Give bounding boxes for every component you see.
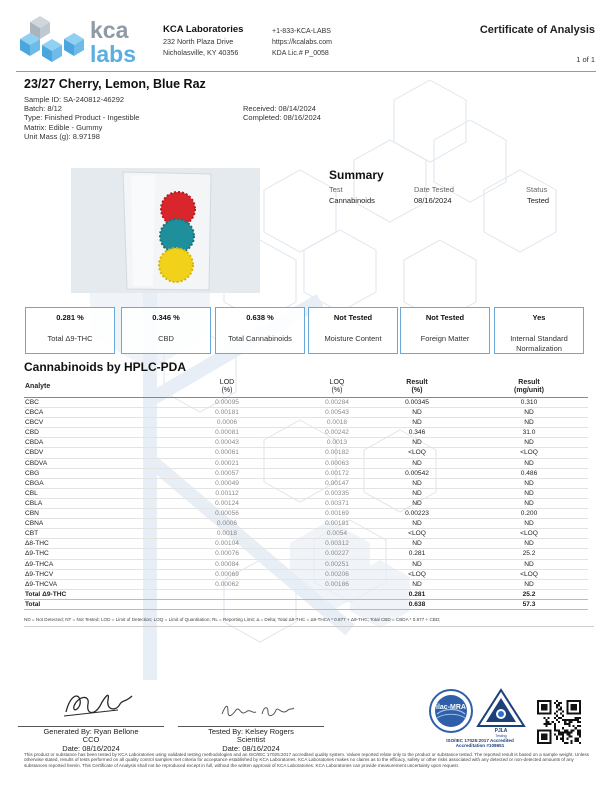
sample-unit-mass: Unit Mass (g): 8.97198 <box>24 131 100 141</box>
cell-result-mg: ND <box>524 499 534 507</box>
cell-loq: 0.0018 <box>326 419 348 427</box>
lab-address-2: Nicholasville, KY 40356 <box>163 48 239 57</box>
signer-name: Tested By: Kelsey Rogers <box>208 727 294 736</box>
cell-loq: 0.00063 <box>325 459 349 467</box>
sample-matrix: Matrix: Edible - Gummy <box>24 122 103 132</box>
cell-analyte: Total <box>25 600 41 608</box>
table-row <box>24 398 588 408</box>
header-loq: LOQ (%) <box>329 379 345 394</box>
summary-col-test: Test <box>329 185 343 194</box>
svg-text:PJLA: PJLA <box>494 728 508 734</box>
cell-result-pct: ND <box>412 459 422 467</box>
cell-result-mg: 0.200 <box>520 510 538 518</box>
cell-loq: 0.0013 <box>326 439 348 447</box>
cell-result-mg: ND <box>524 479 534 487</box>
cannabinoids-title: Cannabinoids by HPLC-PDA <box>24 360 187 374</box>
table-row <box>24 418 588 428</box>
lab-address-1: 232 North Plaza Drive <box>163 37 234 46</box>
cell-result-mg: ND <box>524 459 534 467</box>
table-row <box>24 519 588 529</box>
cell-result-mg: <LOQ <box>520 449 538 457</box>
cell-result-mg: 25.2 <box>522 550 536 558</box>
table-footnote: ND = Not Detected; NT = Not Tested; LOD = Limit of Detection; LOQ = Limit of Quantitation; RL = Reporting Limit; Δ = Delta; Total Δ9-THC = Δ9-THCA * 0.877 + Δ9-THC; Total CBD = CBDA * 0.877 + CBD; <box>24 617 441 622</box>
completed-date: Completed: 08/16/2024 <box>243 113 321 123</box>
cell-result-pct: <LOQ <box>408 570 426 578</box>
stat-label: Foreign Matter <box>420 334 470 343</box>
table-row <box>24 469 588 479</box>
cell-lod: 0.00076 <box>215 550 239 558</box>
cell-lod: 0.00104 <box>215 540 239 548</box>
table-row <box>24 529 588 539</box>
table-header <box>24 378 588 398</box>
signed-date: Date: 08/16/2024 <box>62 743 120 753</box>
cell-lod: 0.00084 <box>215 560 239 568</box>
stat-cbd <box>121 307 211 354</box>
signature-block-tested <box>178 728 324 753</box>
cell-analyte: CBT <box>25 530 39 538</box>
cell-result-mg: <LOQ <box>520 530 538 538</box>
stat-label: Internal Standard Normalization <box>510 334 568 353</box>
cell-analyte: CBGA <box>25 479 44 487</box>
cell-analyte: CBDV <box>25 449 44 457</box>
table-row <box>24 580 588 590</box>
stat-label: Total Δ9-THC <box>47 334 93 343</box>
cell-loq: 0.00543 <box>325 409 349 417</box>
cell-result-mg: ND <box>524 520 534 528</box>
footnote-divider <box>24 626 594 627</box>
cell-result-mg: <LOQ <box>520 570 538 578</box>
table-row <box>24 499 588 509</box>
cell-analyte: CBDA <box>25 439 44 447</box>
cell-loq: 0.00172 <box>325 469 349 477</box>
cell-result-mg: 25.2 <box>522 590 536 598</box>
table-row <box>24 489 588 499</box>
table-row <box>24 549 588 559</box>
sample-id: Sample ID: SA-240812-46292 <box>24 95 125 104</box>
stat-value: 0.346 % <box>152 313 180 322</box>
cell-loq: 0.00251 <box>325 560 349 568</box>
summary-date: 08/16/2024 <box>414 196 452 205</box>
summary-status: Tested <box>527 196 550 205</box>
cell-lod: 0.00056 <box>215 510 239 518</box>
table-row <box>24 570 588 580</box>
cell-lod: 0.00095 <box>215 399 239 406</box>
product-name: 23/27 Cherry, Lemon, Blue Raz <box>24 77 206 91</box>
stat-label: Moisture Content <box>324 334 382 343</box>
svg-text:ilac-MRA: ilac-MRA <box>436 704 466 711</box>
cell-loq: 0.00312 <box>325 540 349 548</box>
lab-name: KCA Laboratories <box>163 24 244 35</box>
stat-total-d9-thc <box>25 307 115 354</box>
summary-title: Summary <box>329 168 384 182</box>
cell-lod: 0.00081 <box>215 429 239 437</box>
cell-analyte: Δ9-THCA <box>25 560 54 568</box>
legal-disclaimer: This product or substance has been tested by KCA Laboratories using validated testing methodologies and an ISO/IEC 17025:2017 accredited quality system. Values reported relate only to the product or substance tested. The reported result is based on a sample weight. Unless otherwise stated, results of tests performed on all quality control samples met criteria for acceptance established by KCA Laboratories. KCA Laboratories makes no claims as to the efficacy, safety or other risks associated with any detected or non-detected amounts of any substances reported herein. This Certificate of Analysis shall not be reproduced except in full, without the written approval of KCA Laboratories. KCA Laboratories can provide measurement uncertainty upon request. <box>24 752 589 768</box>
table-row <box>24 539 588 549</box>
cell-result-mg: 31.0 <box>522 429 536 437</box>
table-row <box>24 509 588 519</box>
header-divider <box>16 71 596 72</box>
sample-dates <box>243 104 321 122</box>
cell-loq: 0.00147 <box>325 479 349 487</box>
cell-loq: 0.00169 <box>325 510 349 518</box>
cell-result-pct: <LOQ <box>408 449 426 457</box>
cell-loq: 0.00227 <box>325 550 349 558</box>
cell-lod: 0.00061 <box>215 449 239 457</box>
signer-name: Generated By: Ryan Bellone <box>43 727 139 736</box>
cell-result-pct: ND <box>412 479 422 487</box>
summary-col-status: Status <box>526 185 548 194</box>
cell-result-pct: ND <box>412 580 422 588</box>
cell-result-mg: 0.486 <box>520 469 538 477</box>
signature-ryan-bellone <box>60 686 140 722</box>
table-total-row <box>24 600 588 610</box>
table-row <box>24 428 588 438</box>
stat-label: CBD <box>158 334 174 343</box>
sample-type: Type: Finished Product - Ingestible <box>24 113 140 123</box>
cell-result-pct: ND <box>412 409 422 417</box>
cell-lod: 0.00181 <box>215 409 239 417</box>
pjla-logo <box>476 688 526 738</box>
cell-loq: 0.00335 <box>325 489 349 497</box>
svg-text:kca: kca <box>90 17 129 43</box>
cell-analyte: CBCA <box>25 409 44 417</box>
cell-analyte: CBCV <box>25 419 44 427</box>
stat-value: Yes <box>532 313 546 322</box>
document-title: Certificate of Analysis <box>479 24 595 36</box>
cell-analyte: CBN <box>25 510 39 518</box>
cell-analyte: CBC <box>25 399 39 406</box>
sample-batch: Batch: 8/12 <box>24 104 62 114</box>
cell-result-pct: 0.00542 <box>405 469 429 477</box>
cell-analyte: Δ9-THCVA <box>25 580 58 588</box>
cell-result-mg: ND <box>524 580 534 588</box>
cell-result-mg: ND <box>524 419 534 427</box>
cell-analyte: CBNA <box>25 520 44 528</box>
page-number: 1 of 1 <box>576 55 595 64</box>
stat-moisture-content <box>308 307 398 354</box>
cell-analyte: Total Δ9-THC <box>25 590 67 598</box>
sample-details <box>24 95 139 141</box>
kca-labs-logo <box>16 12 156 68</box>
received-date: Received: 08/14/2024 <box>243 104 316 113</box>
header-result-mg: Result (mg/unit) <box>514 379 544 394</box>
table-row <box>24 438 588 448</box>
cell-result-pct: ND <box>412 419 422 427</box>
stat-value: Not Tested <box>333 313 373 322</box>
cell-lod: 0.0006 <box>216 419 238 427</box>
cell-analyte: CBL <box>25 489 38 497</box>
cell-analyte: Δ9-THCV <box>25 570 54 578</box>
cell-lod: 0.00021 <box>215 459 239 467</box>
cell-result-mg: 0.310 <box>520 399 538 406</box>
cell-result-pct: 0.281 <box>408 590 426 598</box>
cell-lod: 0.00124 <box>215 499 239 507</box>
cell-lod: 0.00112 <box>215 489 239 497</box>
cell-lod: 0.00043 <box>215 439 239 447</box>
signature-block-generated <box>18 728 164 753</box>
table-body <box>24 398 588 610</box>
cell-loq: 0.00284 <box>325 399 349 406</box>
cell-analyte: CBD <box>25 429 39 437</box>
cell-lod: 0.00069 <box>215 570 239 578</box>
table-total-row <box>24 590 588 600</box>
cell-result-pct: ND <box>412 560 422 568</box>
stat-value: 0.281 % <box>56 313 84 322</box>
cell-result-mg: ND <box>524 439 534 447</box>
lab-license: KDA Lic.# P_0058 <box>272 50 329 57</box>
cell-loq: 0.00371 <box>325 499 349 507</box>
cell-result-pct: ND <box>412 540 422 548</box>
cell-result-mg: 57.3 <box>522 600 536 608</box>
cell-result-pct: 0.346 <box>408 429 426 437</box>
cell-result-pct: ND <box>412 439 422 447</box>
signed-date: Date: 08/16/2024 <box>222 743 280 753</box>
lab-website-link[interactable]: https://kcalabs.com <box>272 39 332 46</box>
signer-title: Scientist <box>236 735 266 745</box>
cell-result-pct: <LOQ <box>408 530 426 538</box>
cell-result-pct: 0.00345 <box>405 399 429 406</box>
svg-text:labs: labs <box>90 41 137 67</box>
cell-loq: 0.00186 <box>325 580 349 588</box>
signer-title: CCO <box>82 735 100 745</box>
cell-loq: 0.00181 <box>325 520 349 528</box>
cell-result-mg: ND <box>524 540 534 548</box>
product-photo <box>71 168 260 293</box>
stat-internal-standard <box>494 307 584 354</box>
ilac-mra-logo <box>428 688 474 734</box>
cell-analyte: CBG <box>25 469 40 477</box>
cell-result-pct: 0.00223 <box>405 510 429 518</box>
stat-foreign-matter <box>400 307 490 354</box>
cell-loq: 0.00182 <box>325 449 349 457</box>
cell-result-pct: ND <box>412 489 422 497</box>
cell-analyte: Δ8-THC <box>25 540 49 548</box>
lab-phone[interactable]: +1-833-KCA-LABS <box>272 28 331 35</box>
table-row <box>24 560 588 570</box>
signature-kelsey-rogers <box>218 698 298 724</box>
cell-lod: 0.0018 <box>216 530 238 538</box>
cell-lod: 0.0006 <box>216 520 238 528</box>
stat-value: 0.638 % <box>246 313 274 322</box>
iso-accreditation-text: ISO/IEC 17025:2017 Accredited Accreditation #108651 <box>446 738 514 749</box>
cell-lod: 0.00062 <box>215 580 239 588</box>
cell-result-mg: ND <box>524 560 534 568</box>
cell-loq: 0.00242 <box>325 429 349 437</box>
stat-label: Total Cannabinoids <box>228 334 292 343</box>
summary-col-date: Date Tested <box>414 185 454 194</box>
lab-info <box>163 24 273 58</box>
svg-text:Testing: Testing <box>495 734 507 738</box>
qr-code[interactable] <box>537 700 581 744</box>
cell-result-mg: ND <box>524 409 534 417</box>
cell-result-pct: 0.281 <box>408 550 426 558</box>
cell-lod: 0.00049 <box>215 479 239 487</box>
summary-test: Cannabinoids <box>329 196 375 205</box>
cell-loq: 0.0054 <box>326 530 348 538</box>
stat-value: Not Tested <box>425 313 465 322</box>
cell-lod: 0.00057 <box>215 469 239 477</box>
cell-result-pct: 0.638 <box>408 600 426 608</box>
header-lod: LOD (%) <box>219 379 235 394</box>
cannabinoids-table <box>24 378 588 610</box>
cell-result-pct: ND <box>412 499 422 507</box>
table-row <box>24 459 588 469</box>
table-row <box>24 408 588 418</box>
table-row <box>24 448 588 458</box>
cell-analyte: Δ9-THC <box>25 550 49 558</box>
table-row <box>24 479 588 489</box>
header-analyte: Analyte <box>25 383 51 390</box>
lab-contact <box>272 26 392 59</box>
cell-result-mg: ND <box>524 489 534 497</box>
cell-analyte: CBLA <box>25 499 43 507</box>
stat-total-cannabinoids <box>215 307 305 354</box>
cell-result-pct: ND <box>412 520 422 528</box>
cell-analyte: CBDVA <box>25 459 48 467</box>
header-result-pct: Result (%) <box>406 379 428 394</box>
cell-loq: 0.00206 <box>325 570 349 578</box>
